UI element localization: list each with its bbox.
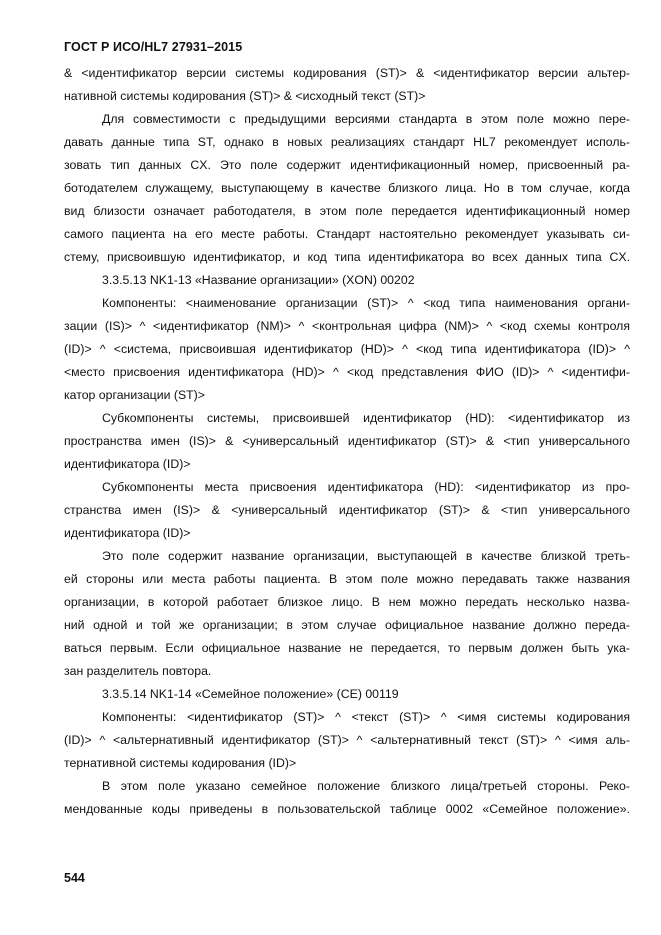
text-line: зан разделитель повтора. bbox=[64, 664, 212, 678]
text-line: катор организации (ST)> bbox=[64, 388, 205, 402]
text-line: (ID)> ^ <альтернативный идентификатор (ST)> ^ <альтернативный текст (ST)> ^ <имя аль- bbox=[64, 733, 630, 747]
text-line: пространства имен (IS)> & <универсальный идентификатор (ST)> & <тип универсального bbox=[64, 434, 630, 448]
text-line: ей стороны или места работы пациента. В этом поле можно передавать также названия bbox=[64, 572, 630, 586]
text-line: ний одной и той же организации; в этом случае официальное название должно переда- bbox=[64, 618, 630, 632]
text-line: идентификатора (ID)> bbox=[64, 457, 191, 471]
text-line: вид близости означает работодателя, в этом поле передается идентификационный номер bbox=[64, 204, 630, 218]
text-line: стему, присвоившую идентификатор, и код типа идентификатора во всех данных типа CX. bbox=[64, 250, 630, 264]
text-line: ваться первым. Если официальное название не передается, то первым должен быть ука- bbox=[64, 641, 630, 655]
text-line: зации (IS)> ^ <идентификатор (NM)> ^ <контрольная цифра (NM)> ^ <код схемы контроля bbox=[64, 319, 630, 333]
text-line: зовать тип данных CX. Это поле содержит идентификационный номер, присвоенный ра- bbox=[64, 158, 630, 172]
page-number: 544 bbox=[64, 871, 85, 885]
section-heading: 3.3.5.13 NK1-13 «Название организации» (XON) 00202 bbox=[102, 273, 415, 287]
text-line: Для совместимости с предыдущими версиями стандарта в этом поле можно пере- bbox=[102, 112, 630, 126]
text-line: странства имен (IS)> & <универсальный идентификатор (ST)> & <тип универсального bbox=[64, 503, 630, 517]
text-line: мендованные коды приведены в пользовательской таблице 0002 «Семейное положение». bbox=[64, 802, 630, 816]
text-line: идентификатора (ID)> bbox=[64, 526, 191, 540]
text-line: Субкомпоненты места присвоения идентификатора (HD): <идентификатор из про- bbox=[102, 480, 630, 494]
text-line: Субкомпоненты системы, присвоившей идентификатор (HD): <идентификатор из bbox=[102, 411, 630, 425]
document-body bbox=[64, 62, 630, 821]
text-line: ботодателем служащему, выступающему в качестве близкого лица. Но в том случае, когда bbox=[64, 181, 630, 195]
text-line: Компоненты: <наименование организации (ST)> ^ <код типа наименования органи- bbox=[102, 296, 630, 310]
text-line: Компоненты: <идентификатор (ST)> ^ <текст (ST)> ^ <имя системы кодирования bbox=[102, 710, 630, 724]
text-line: нативной системы кодирования (ST)> & <исходный текст (ST)> bbox=[64, 89, 426, 103]
text-line: & <идентификатор версии системы кодирования (ST)> & <идентификатор версии альтер- bbox=[64, 66, 630, 80]
text-line: организации, в которой работает близкое лицо. В нем можно передать несколько назва- bbox=[64, 595, 630, 609]
text-line: В этом поле указано семейное положение близкого лица/третьей стороны. Реко- bbox=[102, 779, 630, 793]
text-line: тернативной системы кодирования (ID)> bbox=[64, 756, 297, 770]
text-line: Это поле содержит название организации, выступающей в качестве близкой треть- bbox=[102, 549, 630, 563]
text-line: давать данные типа ST, однако в новых реализациях стандарт HL7 рекомендует исполь- bbox=[64, 135, 630, 149]
standard-header: ГОСТ Р ИСО/HL7 27931–2015 bbox=[64, 40, 243, 54]
text-line: <место присвоения идентификатора (HD)> ^ <код представления ФИО (ID)> ^ <идентифи- bbox=[64, 365, 630, 379]
section-heading: 3.3.5.14 NK1-14 «Семейное положение» (CE) 00119 bbox=[102, 687, 399, 701]
text-line: самого пациента на его месте работы. Стандарт настоятельно рекомендует указывать си- bbox=[64, 227, 630, 241]
text-line: (ID)> ^ <система, присвоившая идентификатор (HD)> ^ <код типа идентификатора (ID)> ^ bbox=[64, 342, 630, 356]
